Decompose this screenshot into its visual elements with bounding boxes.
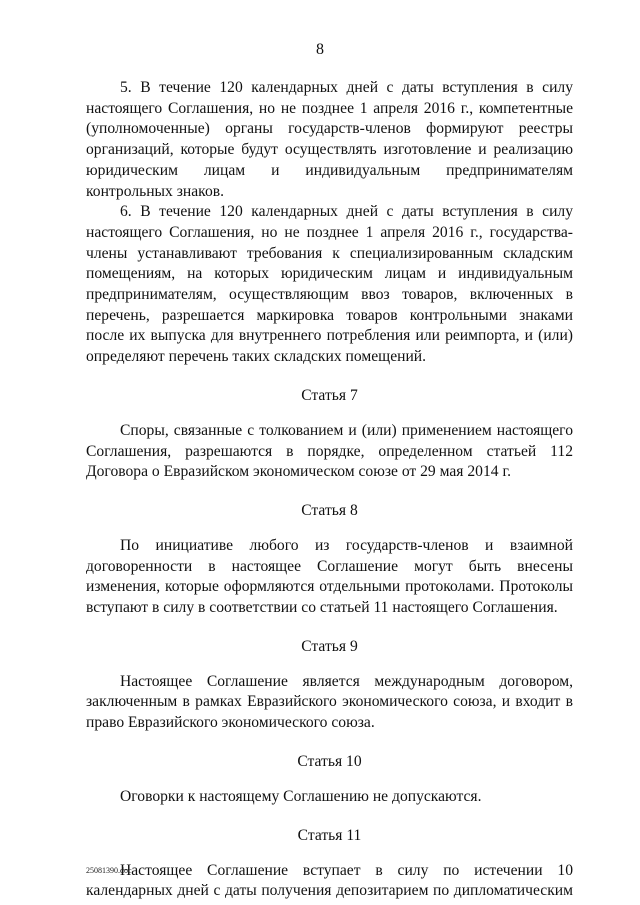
article-8-heading: Статья 8 xyxy=(301,501,358,519)
article-9-text: Настоящее Соглашение является международным договором, заключенным в рамках Евразийского экономического союза, и входит в право Евразийского экономического союза. xyxy=(86,672,573,732)
article-11-text: Настоящее Соглашение вступает в силу по истечении 10 календарных дней с даты получения депозитарием по дипломатическим xyxy=(86,861,573,900)
article-10-text: Оговорки к настоящему Соглашению не допускаются. xyxy=(120,787,482,805)
article-9-heading: Статья 9 xyxy=(301,637,358,655)
article-10-heading: Статья 10 xyxy=(297,752,362,770)
file-name-footer: 25081390.doc xyxy=(86,866,132,875)
paragraph-6: 6. В течение 120 календарных дней с даты вступления в силу настоящего Соглашения, но не позднее 1 апреля 2016 г., государства-члены устанавливают требования к специализированным складским помещениям, на которых юридическим лицам и индивидуальным предпринимателям, осуществляющим ввоз товаров, включенных в перечень, разрешается маркировка товаров контрольными знаками после их выпуска для внутреннего потребления или реимпорта, и (или) определяют перечень таких складских помещений. xyxy=(86,203,573,366)
paragraph-5: 5. В течение 120 календарных дней с даты вступления в силу настоящего Соглашения, но не позднее 1 апреля 2016 г., компетентные (уполномоченные) органы государств-членов формируют реестры организаций, которые будут осуществлять изготовление и реализацию юридическим лицам и индивидуальным предпринимателям контрольных знаков. xyxy=(86,79,573,200)
article-7-heading: Статья 7 xyxy=(301,386,358,404)
document-body xyxy=(86,78,573,902)
page-number: 8 xyxy=(316,41,324,58)
article-8-text: По инициативе любого из государств-членов и взаимной договоренности в настоящее Соглашение могут быть внесены изменения, которые оформляются отдельными протоколами. Протоколы вступают в силу в соответствии со статьей 11 настоящего Соглашения. xyxy=(86,536,573,617)
article-7-text: Споры, связанные с толкованием и (или) применением настоящего Соглашения, разрешаются в порядке, определенном статьей 112 Договора о Евразийском экономическом союзе от 29 мая 2014 г. xyxy=(86,421,573,481)
article-11-heading: Статья 11 xyxy=(297,826,362,844)
